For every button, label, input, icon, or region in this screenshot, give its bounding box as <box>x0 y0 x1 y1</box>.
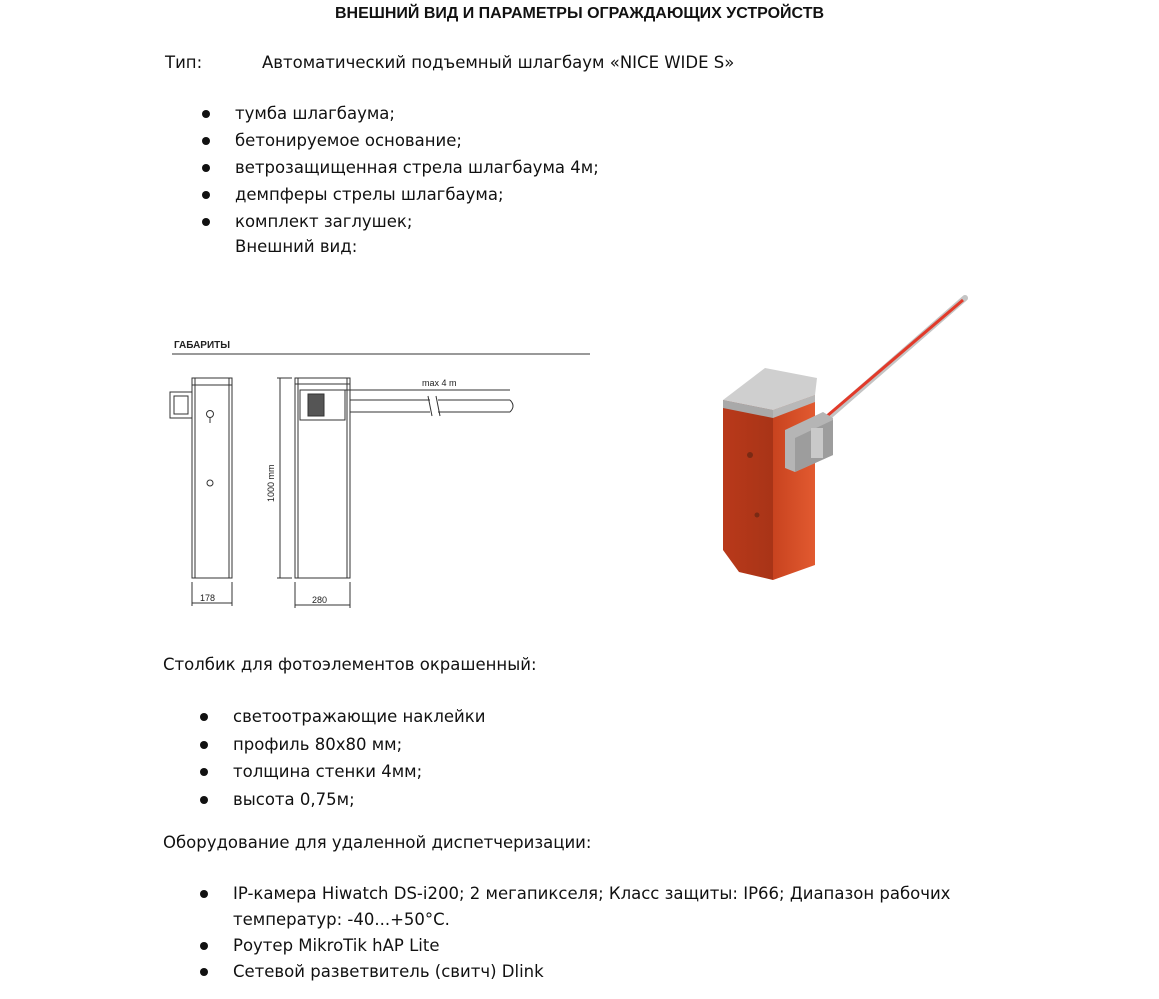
bullet-icon <box>200 713 208 721</box>
list-item: толщина стенки 4мм; <box>163 758 485 786</box>
bullet-icon <box>202 191 210 199</box>
list-item: профиль 80х80 мм; <box>163 731 485 759</box>
list-item: Роутер MikroTik hAP Lite <box>163 933 950 959</box>
front-width-label: 280 <box>312 595 328 605</box>
list-item: IP-камера Hiwatch DS-i200; 2 мегапикселя; Класс защиты: IP66; Диапазон рабочих температур: -40...+50°С. <box>163 881 950 933</box>
list-item: светоотражающие наклейки <box>163 703 485 731</box>
dimension-drawing <box>160 330 600 615</box>
list-item: бетонируемое основание; <box>165 127 599 154</box>
bullet-icon <box>202 164 210 172</box>
side-view <box>170 378 232 606</box>
boom-arm <box>825 298 965 420</box>
dispatch-heading: Оборудование для удаленной диспетчеризации: <box>163 833 592 852</box>
list-item: демпферы стрелы шлагбаума; <box>165 181 599 208</box>
post-list <box>163 703 485 813</box>
bullet-icon <box>200 968 208 976</box>
page-title: ВНЕШНИЙ ВИД И ПАРАМЕТРЫ ОГРАЖДАЮЩИХ УСТРОЙСТВ <box>334 5 825 22</box>
side-width-label: 178 <box>200 593 216 603</box>
bullet-icon <box>202 137 210 145</box>
list-item: ветрозащищенная стрела шлагбаума 4м; <box>165 154 599 181</box>
list-item: Сетевой разветвитель (свитч) Dlink <box>163 959 950 985</box>
bullet-icon <box>200 796 208 804</box>
list-item: тумба шлагбаума; <box>165 100 599 127</box>
bullet-icon <box>200 741 208 749</box>
front-view <box>277 378 513 608</box>
bullet-icon <box>202 218 210 226</box>
list-item: комплект заглушек; <box>165 208 599 235</box>
appearance-label: Внешний вид: <box>235 237 358 256</box>
bullet-icon <box>200 768 208 776</box>
barrier-components-list <box>165 100 599 235</box>
max-length-label: max 4 m <box>422 378 457 388</box>
post-heading: Столбик для фотоэлементов окрашенный: <box>163 655 537 674</box>
height-label: 1000 mm <box>266 464 276 502</box>
list-item: высота 0,75м; <box>163 786 485 814</box>
type-value: Автоматический подъемный шлагбаум «NICE WIDE S» <box>262 53 735 72</box>
bullet-icon <box>202 110 210 118</box>
bullet-icon <box>200 890 208 898</box>
barrier-photo <box>715 290 975 585</box>
cabinet-side <box>723 400 773 580</box>
bullet-icon <box>200 942 208 950</box>
list-item-continuation: температур: -40...+50°С. <box>233 910 450 929</box>
dispatch-list <box>163 881 950 985</box>
drawing-header: ГАБАРИТЫ <box>174 340 231 351</box>
type-label: Тип: <box>165 53 203 72</box>
